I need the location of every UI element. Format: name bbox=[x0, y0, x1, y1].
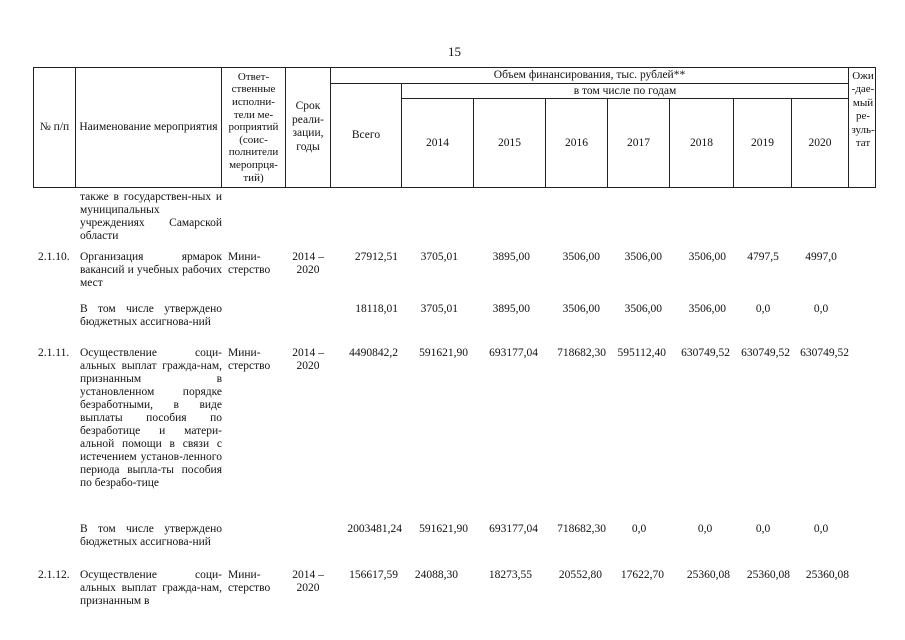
header-year-2019: 2019 bbox=[751, 136, 774, 149]
header-responsible: Ответ-ственные исполни-тели ме-роприятий (соис-полнители меропрця-тий) bbox=[228, 70, 279, 184]
row-responsible: Мини-стерство bbox=[228, 347, 271, 372]
row-value-2019: 25360,08 bbox=[746, 569, 790, 581]
header-num: № п/п bbox=[39, 121, 70, 133]
row-value-2016: 718682,30 bbox=[557, 347, 606, 359]
row-value-2020: 0,0 bbox=[813, 523, 829, 535]
row-value-2018: 25360,08 bbox=[686, 569, 730, 581]
header-year-2016: 2016 bbox=[565, 136, 588, 149]
row-value-2016: 718682,30 bbox=[557, 523, 606, 535]
row-value-2017: 595112,40 bbox=[617, 347, 666, 359]
header-funding: Объем финансирования, тыс. рублей** bbox=[493, 69, 686, 81]
row-value-2016: 20552,80 bbox=[558, 569, 602, 581]
row-responsible: Мини-стерство bbox=[228, 569, 271, 594]
row-value-2015: 3895,00 bbox=[492, 303, 530, 315]
header-year-2014: 2014 bbox=[426, 136, 449, 149]
row-value-2015: 3895,00 bbox=[492, 251, 530, 263]
row-value-2019: 0,0 bbox=[755, 303, 771, 315]
row-term: 2014 – 2020 bbox=[292, 569, 324, 594]
row-value-2017: 3506,00 bbox=[624, 251, 662, 263]
row-value-2018: 3506,00 bbox=[688, 303, 726, 315]
row-term: 2014 – 2020 bbox=[292, 251, 324, 276]
header-year-2017: 2017 bbox=[627, 136, 650, 149]
header-year-2020: 2020 bbox=[808, 136, 832, 149]
row-total: 4490842,2 bbox=[349, 347, 398, 359]
header-term: Срок реали-зации, годы bbox=[292, 100, 324, 153]
row-name: также в государствен-ных и муниципальных учреждениях Самарской области bbox=[80, 191, 222, 242]
row-value-2019: 4797,5 bbox=[747, 251, 779, 263]
row-value-2020: 630749,52 bbox=[800, 347, 849, 359]
row-value-2019: 0,0 bbox=[755, 523, 771, 535]
row-value-2020: 4997,0 bbox=[805, 251, 837, 263]
row-value-2015: 693177,04 bbox=[489, 523, 538, 535]
row-value-2017: 17622,70 bbox=[620, 569, 664, 581]
header-total: Всего bbox=[351, 129, 381, 141]
row-value-2018: 630749,52 bbox=[681, 347, 730, 359]
row-number: 2.1.11. bbox=[38, 347, 70, 359]
row-number: 2.1.12. bbox=[38, 569, 70, 581]
row-value-2015: 18273,55 bbox=[488, 569, 532, 581]
header-by-years: в том числе по годам bbox=[573, 84, 677, 97]
row-number: 2.1.10. bbox=[38, 251, 70, 263]
header-name: Наименование мероприятия bbox=[79, 121, 218, 133]
row-value-2016: 3506,00 bbox=[562, 251, 600, 263]
row-responsible: Мини-стерство bbox=[228, 251, 271, 276]
row-value-2019: 630749,52 bbox=[741, 347, 790, 359]
row-name: Осуществление соци-альных выплат гражда-нам, признанным в bbox=[80, 569, 222, 607]
row-total: 18118,01 bbox=[355, 303, 398, 315]
row-name: В том числе утверждено бюджетных ассигнова-ний bbox=[80, 303, 222, 328]
row-value-2020: 25360,08 bbox=[805, 569, 849, 581]
page-number: 15 bbox=[448, 44, 461, 59]
row-term: 2014 – 2020 bbox=[292, 347, 324, 372]
row-value-2020: 0,0 bbox=[813, 303, 829, 315]
row-value-2014: 3705,01 bbox=[420, 251, 458, 263]
row-value-2017: 0,0 bbox=[631, 523, 647, 535]
row-value-2015: 693177,04 bbox=[489, 347, 538, 359]
row-value-2014: 591621,90 bbox=[419, 523, 468, 535]
row-total: 27912,51 bbox=[354, 251, 398, 263]
row-name: Осуществление соци-альных выплат гражда-нам, признанным в установленном порядке безработными, в виде выплаты пособия по безработице и матери-альной помощи в связи с истечением установ-ленного периода выпла-ты пособия по безрабо-тице bbox=[80, 347, 222, 489]
header-year-2018: 2018 bbox=[690, 136, 713, 149]
row-value-2016: 3506,00 bbox=[562, 303, 600, 315]
row-value-2018: 3506,00 bbox=[688, 251, 726, 263]
row-value-2014: 591621,90 bbox=[419, 347, 468, 359]
row-value-2017: 3506,00 bbox=[624, 303, 662, 315]
row-value-2018: 0,0 bbox=[697, 523, 713, 535]
row-name: Организация ярмарок вакансий и учебных рабочих мест bbox=[80, 251, 222, 289]
header-result: Ожи-дае-мый ре-зуль-тат bbox=[851, 70, 875, 150]
table-header bbox=[33, 67, 876, 188]
row-value-2014: 24088,30 bbox=[414, 569, 458, 581]
row-total: 156617,59 bbox=[349, 569, 398, 581]
header-year-2015: 2015 bbox=[498, 136, 521, 149]
row-value-2014: 3705,01 bbox=[420, 303, 458, 315]
row-total: 2003481,24 bbox=[347, 523, 402, 535]
row-name: В том числе утверждено бюджетных ассигнова-ний bbox=[80, 523, 222, 548]
